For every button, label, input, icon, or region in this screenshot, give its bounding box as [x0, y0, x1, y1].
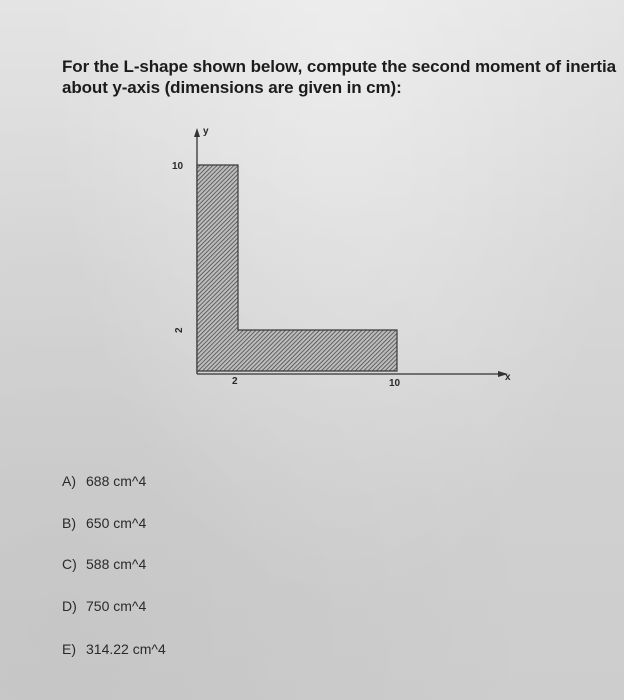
- option-a[interactable]: [62, 473, 146, 489]
- option-d[interactable]: [62, 598, 146, 614]
- option-text: 588 cm^4: [86, 556, 147, 572]
- option-text: 688 cm^4: [86, 473, 147, 489]
- option-e[interactable]: [62, 641, 166, 657]
- option-letter: C): [62, 556, 77, 572]
- l-shape-section: [197, 165, 397, 371]
- option-letter: A): [62, 473, 76, 489]
- option-text: 650 cm^4: [86, 515, 147, 531]
- option-letter: B): [62, 515, 76, 531]
- y-axis-arrow-icon: [194, 128, 200, 137]
- width-dimension-label: 10: [389, 378, 401, 389]
- option-text: 314.22 cm^4: [86, 641, 166, 657]
- question-line-2: about y-axis (dimensions are given in cm):: [62, 78, 402, 97]
- option-letter: E): [62, 641, 76, 657]
- option-c[interactable]: [62, 556, 146, 572]
- option-text: 750 cm^4: [86, 598, 147, 614]
- web-thickness-label: 2: [232, 376, 238, 387]
- y-axis-label: y: [203, 126, 209, 137]
- x-axis-label: x: [505, 372, 511, 383]
- question-line-1: For the L-shape shown below, compute the second moment of inertia: [62, 57, 616, 76]
- flange-thickness-label: 2: [174, 327, 185, 333]
- option-letter: D): [62, 598, 77, 614]
- height-dimension-label: 10: [172, 161, 184, 172]
- option-b[interactable]: [62, 515, 146, 531]
